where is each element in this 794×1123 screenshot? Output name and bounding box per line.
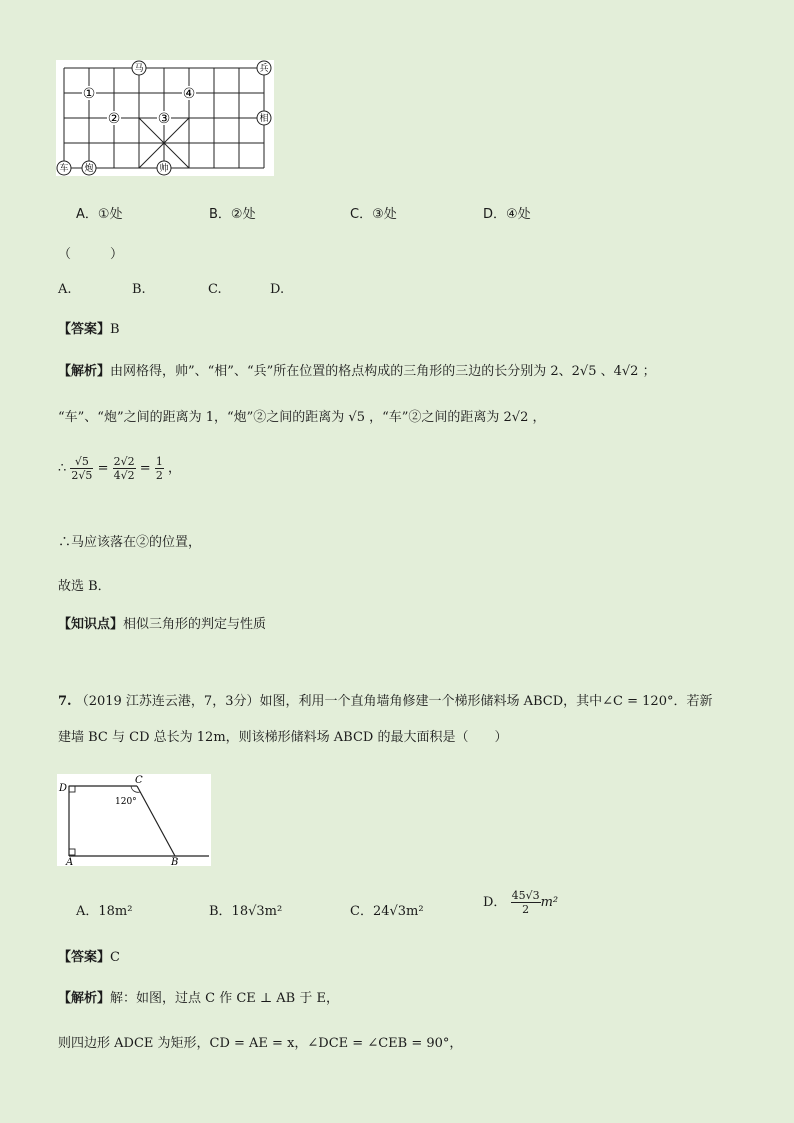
q7-line2: 建墙 BC 与 CD 总长为 12m，则该梯形储料场 ABCD 的最大面积是（ ） <box>58 730 508 745</box>
chess-piece-label: 马 <box>134 64 144 75</box>
chess-piece <box>57 161 71 175</box>
q6-analysis-tag: 【解析】 <box>58 364 111 379</box>
grid-point-label: ② <box>107 111 121 127</box>
q7-option-b: B．18√3m² <box>209 904 283 919</box>
grid-point-marker <box>82 86 96 102</box>
q6-option-d: D．④处 <box>483 207 531 222</box>
q6-analysis-line1: 由网格得，帅”、“相”、“兵”所在位置的格点构成的三角形的三边的长分别为 2、2√5 、4√2 ； <box>110 364 656 379</box>
q7-analysis-line1-row <box>58 987 339 1006</box>
grid-point-marker <box>182 86 196 102</box>
grid-point-label: ③ <box>157 111 171 127</box>
q6-answer-tag: 【答案】 <box>58 322 111 337</box>
q6-option-c: C．③处 <box>350 207 397 222</box>
q6-analysis-line2: “车”、“炮”之间的距离为 1，“炮”②之间的距离为 √5 ，“车”②之间的距离为 2√2 ， <box>58 410 546 425</box>
chess-piece <box>132 61 146 75</box>
therefore-symbol: ∴ <box>58 461 67 476</box>
q7-line1: （2019 江苏连云港，7，3分）如图，利用一个直角墙角修建一个梯形储料场 ABCD，其中∠C = 120°．若新 <box>75 694 713 709</box>
fraction-2: $\frac{2√2}{4√2}$ <box>113 455 135 482</box>
chess-board-diagram <box>56 60 274 176</box>
trapezoid-figure <box>57 774 211 866</box>
q7-answer-row <box>58 946 120 965</box>
q6-answer-row <box>58 318 120 337</box>
chess-piece <box>257 61 271 75</box>
chess-piece <box>257 111 271 125</box>
q7-analysis-line2: 则四边形 ADCE 为矩形，CD = AE = x，∠DCE = ∠CEB = 90°， <box>58 1036 463 1051</box>
fraction-3: $\frac{1}{2}$ <box>155 455 163 482</box>
q6-blank-d: D. <box>270 282 285 297</box>
q6-ratio-formula: ∴ $\frac{√5}{2√5}$ = $\frac{2√2}{4√2}$ = $\frac{1}{2}$ ， <box>58 455 181 482</box>
trapezoid-diagram <box>57 774 211 866</box>
q6-answer: B <box>110 322 120 337</box>
label-d: D <box>59 783 68 794</box>
chess-board-figure <box>56 60 274 176</box>
label-c: C <box>135 775 143 786</box>
q6-blank-b: B. <box>132 282 146 297</box>
q6-option-a: A．①处 <box>76 207 123 222</box>
q6-choice: 故选 B． <box>58 579 111 594</box>
chess-piece <box>82 161 96 175</box>
q7-analysis-line1: 解：如图，过点 C 作 CE ⊥ AB 于 E， <box>110 991 339 1006</box>
q7-answer-tag: 【答案】 <box>58 950 111 965</box>
q6-knowledge-row <box>58 613 266 632</box>
q7-option-d: D． $\frac{45√3}{2}$ m² <box>483 889 559 916</box>
label-b: B <box>171 857 179 866</box>
chess-piece-label: 帅 <box>159 164 169 175</box>
grid-point-marker <box>107 111 121 127</box>
q7-option-d-fraction: $\frac{45√3}{2}$ <box>511 889 540 916</box>
q6-conclusion: ∴马应该落在②的位置， <box>58 535 202 550</box>
grid-point-label: ① <box>82 86 96 102</box>
fraction-1: $\frac{√5}{2√5}$ <box>71 455 93 482</box>
q6-analysis-line1-row <box>58 360 656 379</box>
angle-label: 120° <box>115 797 137 807</box>
grid-point-label: ④ <box>182 86 196 102</box>
q6-paren: （ ） <box>58 247 124 262</box>
chess-piece <box>157 161 171 175</box>
chess-piece-label: 相 <box>259 114 269 125</box>
q6-knowledge-tag: 【知识点】 <box>58 617 124 632</box>
q7-analysis-tag: 【解析】 <box>58 991 111 1006</box>
grid-point-marker <box>157 111 171 127</box>
q6-option-b: B．②处 <box>209 207 256 222</box>
chess-piece-label: 炮 <box>84 164 94 175</box>
q7-option-a: A．18m² <box>76 904 133 919</box>
q6-blank-a: A. <box>58 282 72 297</box>
label-a: A <box>66 857 74 866</box>
q7-answer: C <box>110 950 120 965</box>
q7-option-c: C．24√3m² <box>350 904 424 919</box>
q7-line1-row <box>58 690 712 709</box>
chess-piece-label: 车 <box>59 164 69 175</box>
q7-number: 7. <box>58 694 72 709</box>
q6-blank-c: C. <box>208 282 222 297</box>
q6-knowledge: 相似三角形的判定与性质 <box>123 617 267 632</box>
chess-piece-label: 兵 <box>259 64 269 75</box>
